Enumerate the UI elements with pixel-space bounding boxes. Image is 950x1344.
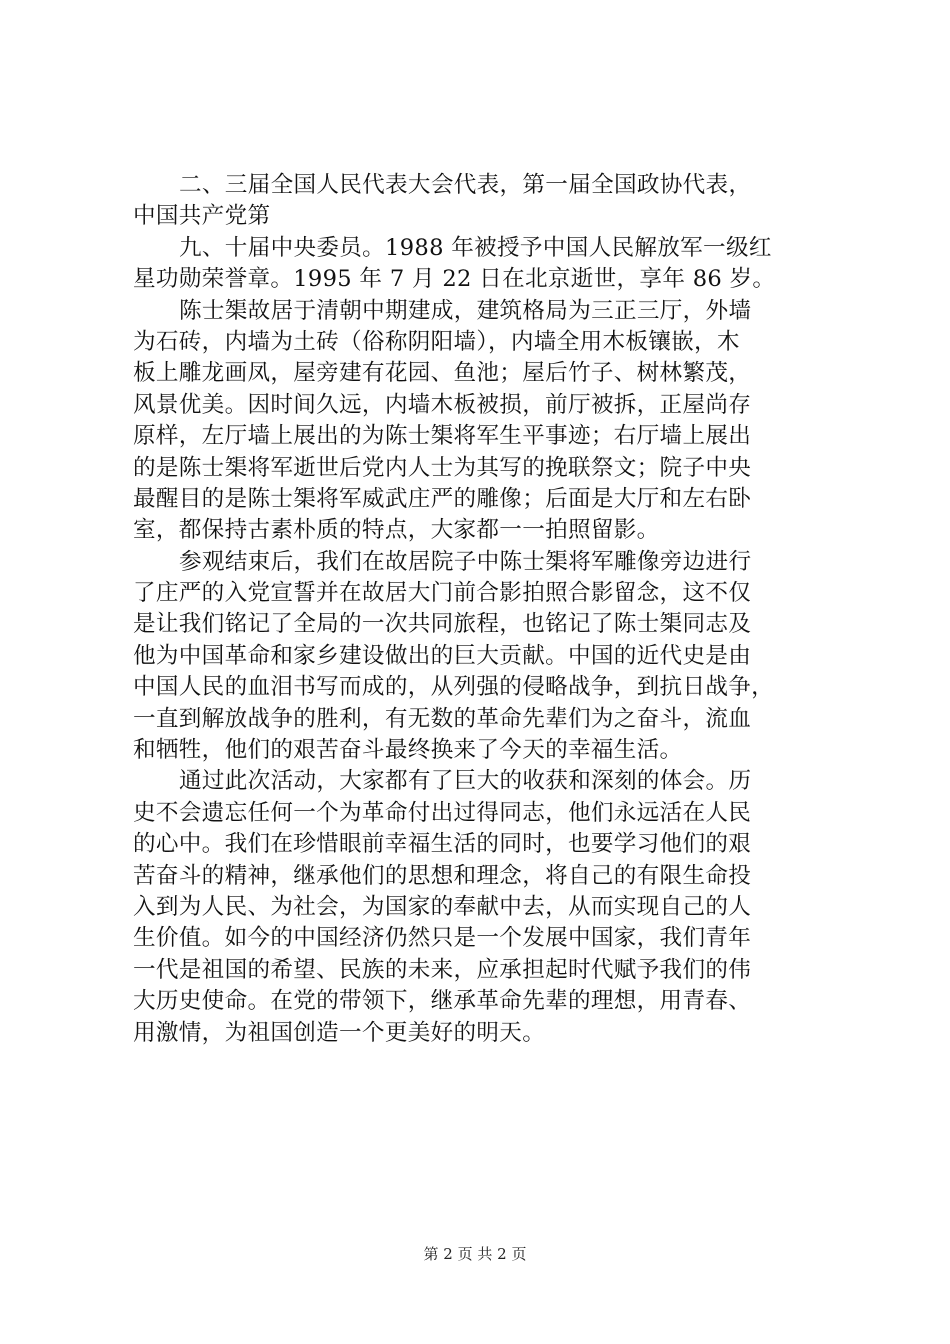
- text-line: 为石砖，内墙为土砖（俗称阴阳墙），内墙全用木板镶嵌，木: [133, 328, 740, 355]
- document-body: [133, 170, 833, 1049]
- text-line: 大历史使命。在党的带领下，继承革命先辈的理想，用青春、: [133, 988, 752, 1015]
- text-line: 生价值。如今的中国经济仍然只是一个发展中国家，我们青年: [133, 925, 752, 952]
- text-line: 了庄严的入党宣誓并在故居大门前合影拍照合影留念，这不仅: [133, 580, 752, 607]
- text-line: 星功勋荣誉章。1995 年 7 月 22 日在北京逝世，享年 86 岁。: [133, 266, 776, 293]
- text-line: 参观结束后，我们在故居院子中陈士榘将军雕像旁边进行: [179, 548, 752, 575]
- text-line: 陈士榘故居于清朝中期建成，建筑格局为三正三厅，外墙: [179, 297, 752, 324]
- text-line: 苦奋斗的精神，继承他们的思想和理念，将自己的有限生命投: [133, 862, 752, 889]
- text-line: 最醒目的是陈士榘将军威武庄严的雕像；后面是大厅和左右卧: [133, 485, 752, 512]
- text-line: 中国人民的血泪书写而成的，从列强的侵略战争，到抗日战争，: [133, 674, 775, 701]
- text-line: 的是陈士榘将军逝世后党内人士为其写的挽联祭文；院子中央: [133, 454, 752, 481]
- text-line: 原样，左厅墙上展出的为陈士榘将军生平事迹；右厅墙上展出: [133, 423, 752, 450]
- text-line: 和牺牲，他们的艰苦奋斗最终换来了今天的幸福生活。: [133, 737, 683, 764]
- paragraph-4: [133, 547, 833, 767]
- text-line: 入到为人民、为社会，为国家的奉献中去，从而实现自己的人: [133, 893, 752, 920]
- text-line: 一直到解放战争的胜利，有无数的革命先辈们为之奋斗，流血: [133, 705, 752, 732]
- text-line: 室，都保持古素朴质的特点，大家都一一拍照留影。: [133, 517, 660, 544]
- text-line: 二、三届全国人民代表大会代表，第一届全国政协代表，: [179, 172, 752, 198]
- text-line: 通过此次活动，大家都有了巨大的收获和深刻的体会。历: [179, 768, 752, 795]
- paragraph-1: [133, 170, 833, 233]
- text-line: 板上雕龙画凤，屋旁建有花园、鱼池；屋后竹子、树林繁茂，: [133, 360, 752, 387]
- text-line: 史不会遗忘任何一个为革命付出过得同志，他们永远活在人民: [133, 799, 752, 826]
- text-line: 他为中国革命和家乡建设做出的巨大贡献。中国的近代史是由: [133, 642, 752, 669]
- text-line: 的心中。我们在珍惜眼前幸福生活的同时，也要学习他们的艰: [133, 831, 752, 858]
- paragraph-3: [133, 296, 833, 547]
- text-line: 用激情，为祖国创造一个更美好的明天。: [133, 1019, 546, 1046]
- text-line: 九、十届中央委员。1988 年被授予中国人民解放军一级红: [179, 234, 772, 261]
- text-line: 风景优美。因时间久远，内墙木板被损，前厅被拆，正屋尚存: [133, 391, 752, 418]
- paragraph-5: [133, 766, 833, 1049]
- text-line: 一代是祖国的希望、民族的未来，应承担起时代赋予我们的伟: [133, 956, 752, 983]
- text-line: 是让我们铭记了全局的一次共同旅程，也铭记了陈士榘同志及: [133, 611, 752, 638]
- page-number: 第 2 页 共 2 页: [423, 1245, 527, 1263]
- paragraph-2: [133, 233, 833, 296]
- text-line: 中国共产党第: [133, 203, 271, 230]
